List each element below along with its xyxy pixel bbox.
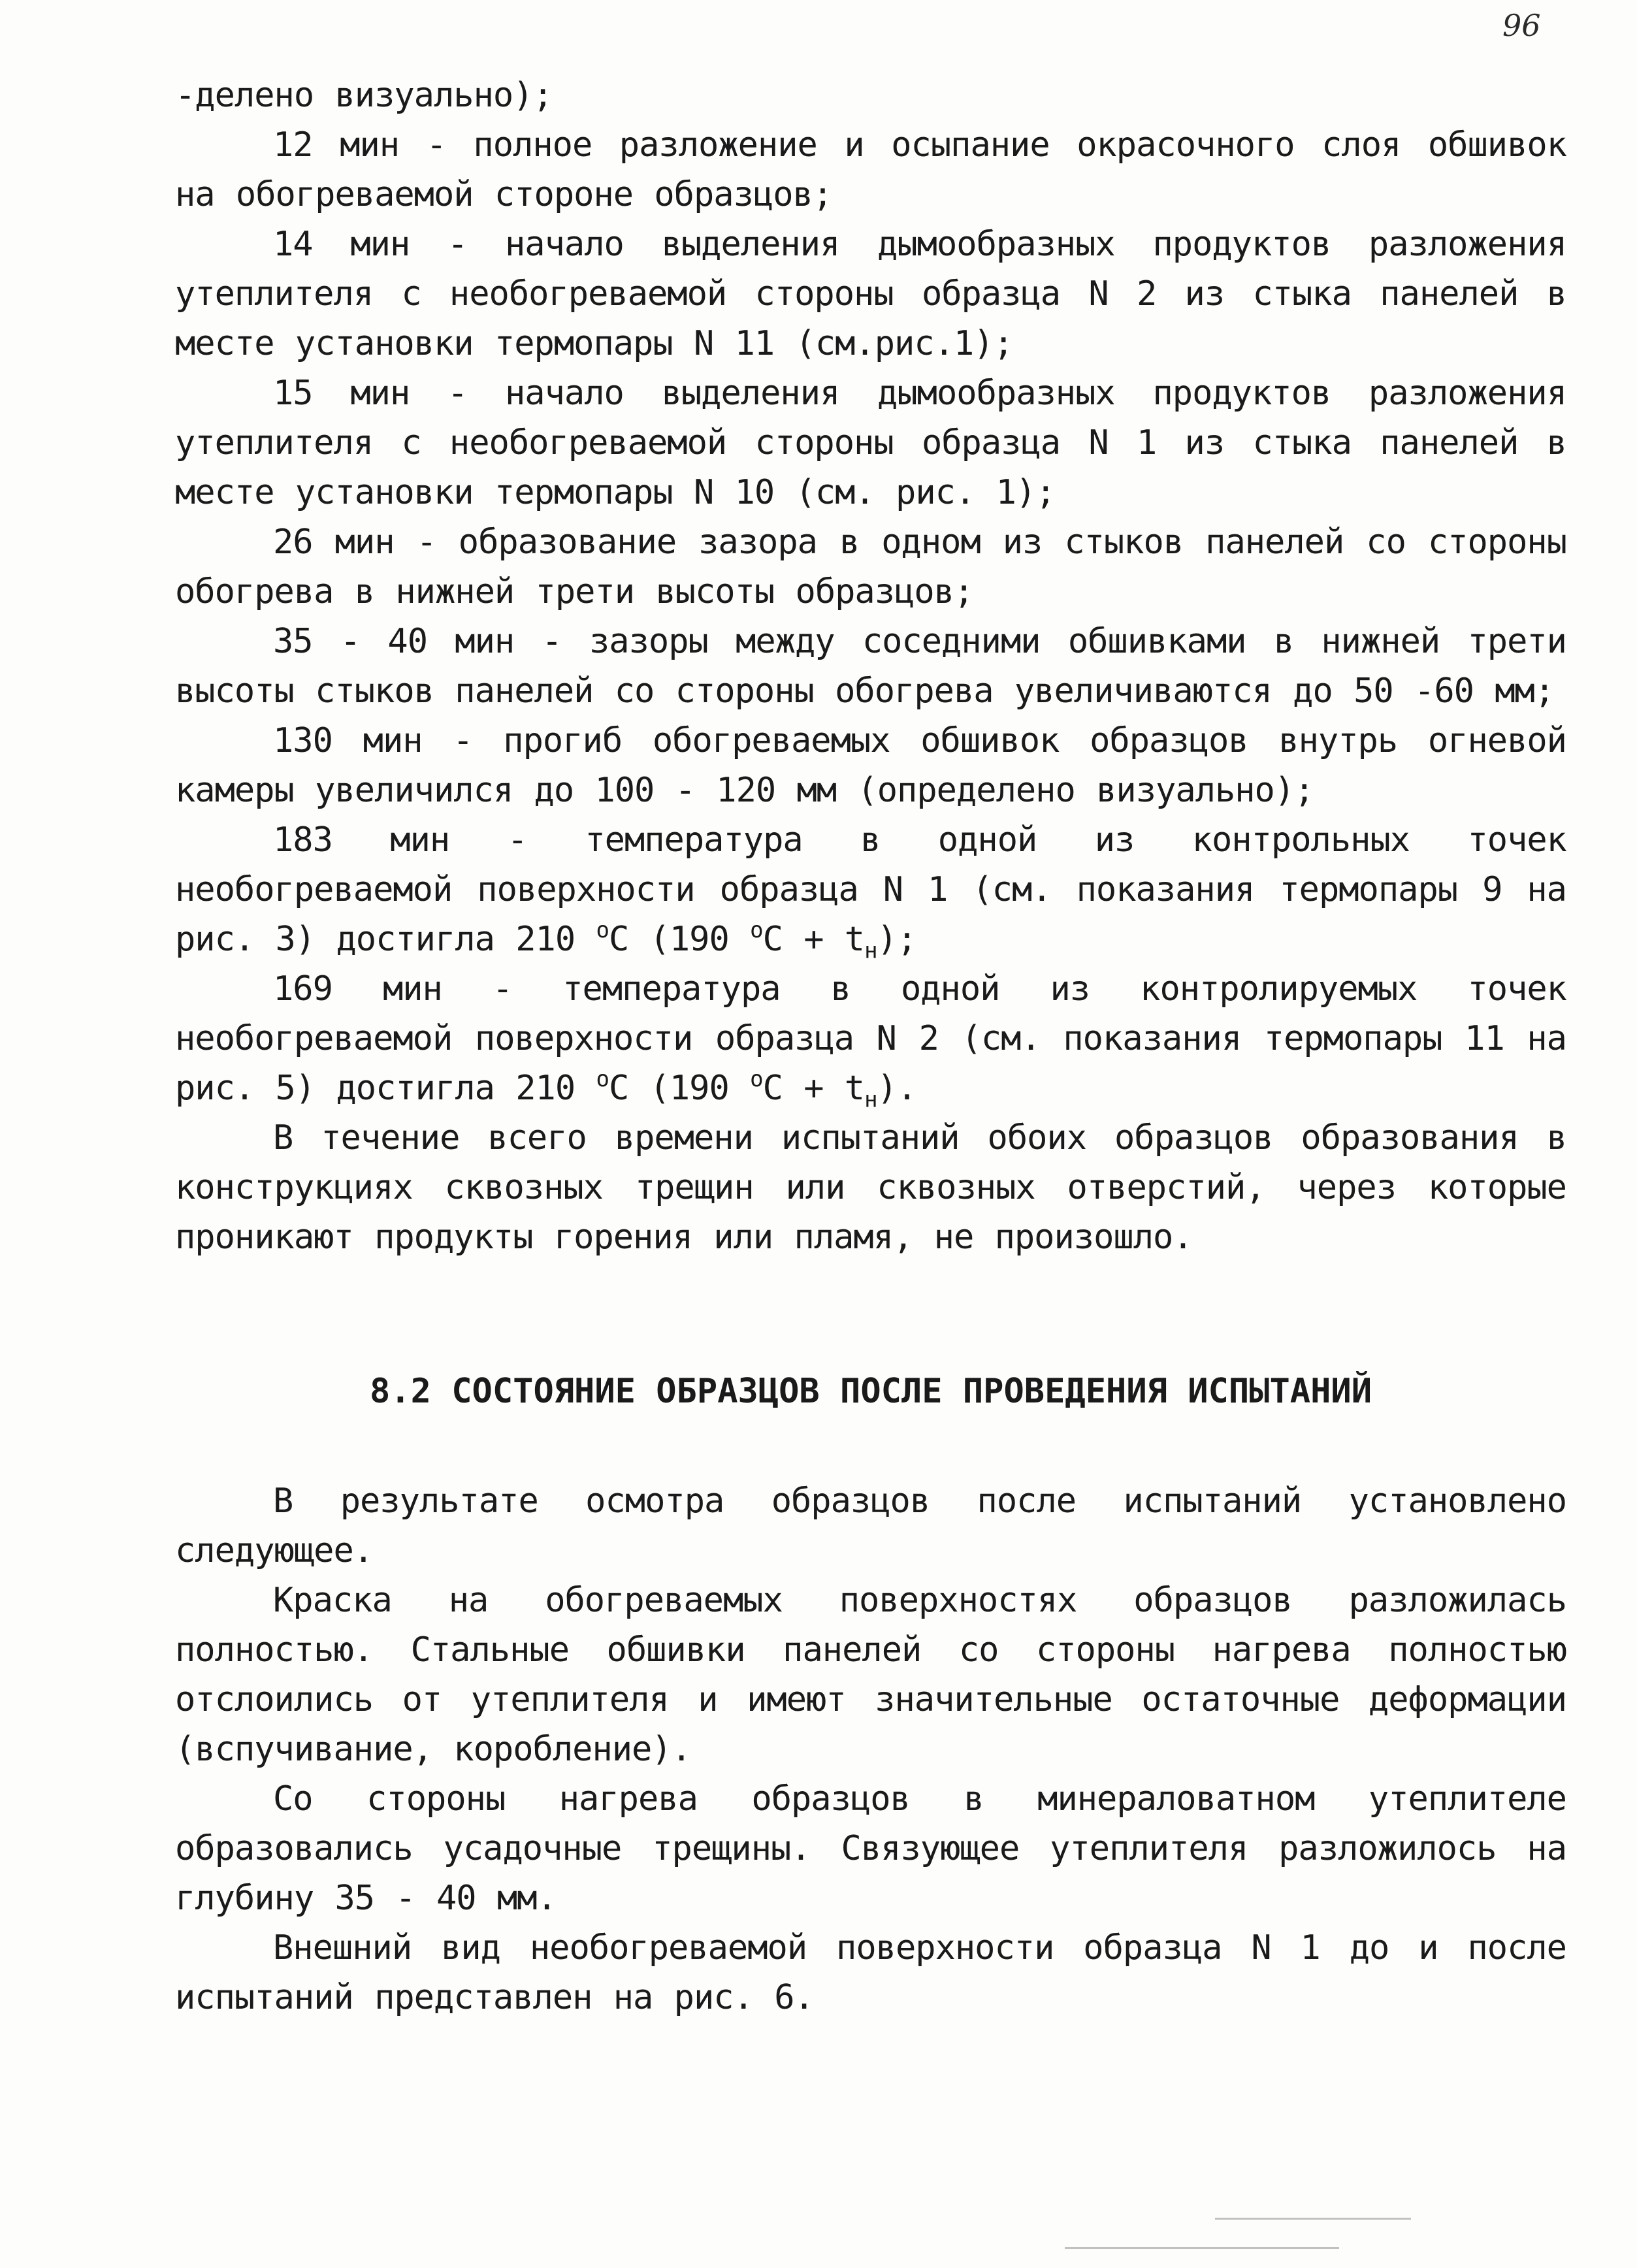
event-paragraph: 14 мин - начало выделения дымообразных продуктов разложения утеплителя с необогреваемой стороны образца N 2 из стыка панелей в месте установки термопары N 11 (см.рис.1);: [175, 225, 1566, 363]
temperature-event-text: C + t: [762, 1069, 865, 1108]
event-paragraph: 15 мин - начало выделения дымообразных продуктов разложения утеплителя с необогреваемой стороны образца N 1 из стыка панелей в месте установки термопары N 10 (см. рис. 1);: [175, 374, 1566, 512]
temperature-event-text: C (190: [608, 920, 751, 959]
section-heading: 8.2 СОСТОЯНИЕ ОБРАЗЦОВ ПОСЛЕ ПРОВЕДЕНИЯ ИСПЫТАНИЙ: [369, 1372, 1372, 1411]
degree-mark: o: [750, 1066, 763, 1092]
page-content: [175, 71, 1566, 2022]
temperature-event-text: C (190: [608, 1069, 751, 1108]
temperature-event-text: 183 мин - температура в одной из контрольных точек необогреваемой поверхности образца N 1 (см. показания термопары 9 на рис. 3) достигла 210: [175, 820, 1566, 959]
event-paragraph: 26 мин - образование зазора в одном из стыков панелей со стороны обогрева в нижней трети высоты образцов;: [175, 523, 1566, 611]
page-number: 96: [1502, 8, 1541, 43]
temperature-event-paragraph: [175, 964, 1566, 1113]
scan-artifact-line: [1065, 2247, 1339, 2249]
section-paragraph: Со стороны нагрева образцов в минераловатном утеплителе образовались усадочные трещины. Связующее утеплителя разложилось на глубину 35 - 40 мм.: [175, 1779, 1566, 1918]
section-paragraph: Внешний вид необогреваемой поверхности образца N 1 до и после испытаний представлен на рис. 6.: [175, 1928, 1566, 2017]
degree-mark: o: [596, 917, 609, 943]
event-paragraph: 12 мин - полное разложение и осыпание окрасочного слоя обшивок на обогреваемой стороне образцов;: [175, 125, 1566, 214]
event-paragraph: -делено визуально);: [175, 76, 553, 115]
temperature-event-text: 169 мин - температура в одной из контролируемых точек необогреваемой поверхности образца N 2 (см. показания термопары 11 на рис. 5) достигла 210: [175, 969, 1566, 1108]
temperature-event-text: ).: [877, 1069, 917, 1108]
subscript-mark: н: [864, 1086, 877, 1113]
temperature-event-text: );: [877, 920, 917, 959]
temperature-event-text: C + t: [762, 920, 865, 959]
section-paragraph: Краска на обогреваемых поверхностях образцов разложилась полностью. Стальные обшивки панелей со стороны нагрева полностью отслоились от утеплителя и имеют значительные остаточные деформации (вспучивание, коробление).: [175, 1581, 1566, 1769]
section-paragraph: В результате осмотра образцов после испытаний установлено следующее.: [175, 1482, 1566, 1570]
scan-artifact-line: [1215, 2218, 1411, 2220]
event-paragraph: 130 мин - прогиб обогреваемых обшивок образцов внутрь огневой камеры увеличился до 100 - 120 мм (определено визуально);: [175, 721, 1566, 810]
event-paragraph: 35 - 40 мин - зазоры между соседними обшивками в нижней трети высоты стыков панелей со стороны обогрева увеличиваются до 50 -60 мм;: [175, 622, 1566, 711]
degree-mark: o: [750, 917, 763, 943]
summary-paragraph: В течение всего времени испытаний обоих образцов образования в конструкциях сквозных трещин или сквозных отверстий, через которые проникают продукты горения или пламя, не произошло.: [175, 1118, 1566, 1257]
degree-mark: o: [596, 1066, 609, 1092]
subscript-mark: н: [864, 937, 877, 964]
temperature-event-paragraph: [175, 815, 1566, 964]
